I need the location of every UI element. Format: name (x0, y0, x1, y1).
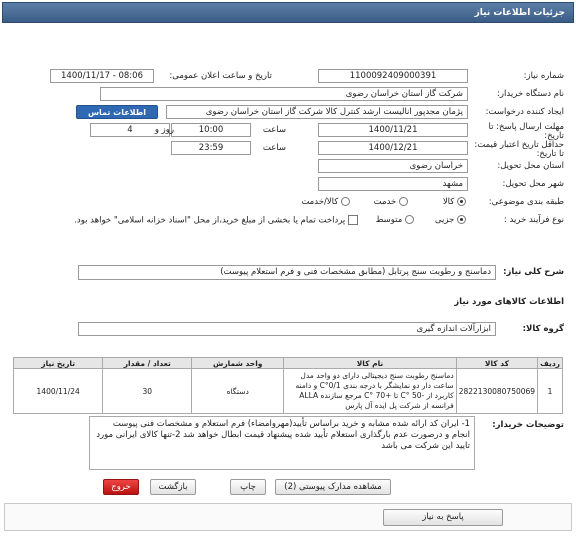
province-label: استان محل تحویل: (497, 161, 564, 171)
print-button[interactable]: چاپ (230, 479, 266, 495)
row-category (0, 194, 576, 212)
col-qty-header: تعداد / مقدار (103, 358, 192, 369)
days-value: 4 (90, 123, 170, 137)
deadline-date: 1400/11/21 (318, 123, 468, 137)
reply-to-need-button[interactable]: پاسخ به نیاز (383, 509, 503, 526)
cell-qty: 30 (103, 369, 192, 414)
col-name-header: نام کالا (284, 358, 457, 369)
cell-name: دماسنج رطوبت سنج دیجیتالی دارای دو واحد مدل ساعت دار دو نمایشگر با درجه بندی 0/1°C و دامنه کاربرد از -50 °C تا +70 °C مرجع سازنده ALLA فرانسه از شرکت پل ایده آل پارس (284, 369, 457, 414)
category-option-goods[interactable] (443, 197, 466, 207)
summary-value: دماسنج و رطوبت سنج پرتابل (مطابق مشخصات فنی و فرم استعلام پیوست) (78, 265, 496, 280)
goods-group-value: ابزارآلات اندازه گیری (78, 322, 496, 336)
page-title: جزئیات اطلاعات نیاز (474, 8, 565, 18)
announce-label: تاریخ و ساعت اعلان عمومی: (169, 71, 272, 81)
col-unit-header: واحد شمارش (192, 358, 284, 369)
col-index-header: ردیف (538, 358, 563, 369)
row-need-number (0, 68, 576, 86)
payment-checkbox-row[interactable] (74, 215, 358, 226)
category-option-service-label: خدمت (373, 197, 397, 207)
category-option-both-label: کالا/خدمت (301, 197, 339, 207)
city-label: شهر محل تحویل: (502, 179, 564, 189)
col-code-header: کد کالا (456, 358, 537, 369)
radio-medium-icon[interactable] (405, 215, 414, 224)
category-option-service[interactable] (374, 197, 408, 207)
cell-code: 2822130080750069 (456, 369, 537, 414)
back-button[interactable]: بازگشت (150, 479, 196, 495)
buyer-org-label: نام دستگاه خریدار: (497, 89, 564, 99)
goods-info-title: اطلاعات کالاهای مورد نیاز (454, 297, 564, 307)
notes-label: توضیحات خریدار: (492, 420, 564, 430)
creator-value: پژمان مجدپور انالیست ارشد کنترل کالا شرکت گاز استان خراسان رضوی (166, 105, 468, 119)
payment-checkbox[interactable] (348, 215, 358, 225)
radio-goods-icon[interactable] (457, 197, 466, 206)
deadline-hour: 10:00 (171, 123, 251, 137)
view-documents-button[interactable]: مشاهده مدارک پیوستی (2) (275, 479, 391, 495)
category-label: طبقه بندی موضوعی: (488, 197, 564, 207)
bottom-action-bar (4, 503, 572, 531)
radio-service-icon[interactable] (399, 197, 408, 206)
announce-value: 1400/11/17 - 08:06 (50, 69, 154, 83)
summary-label: شرح کلی نیاز: (503, 267, 564, 277)
radio-small-icon[interactable] (457, 215, 466, 224)
price-hour-label: ساعت (262, 143, 286, 153)
goods-group-label: گروه کالا: (522, 324, 564, 334)
price-validity-hour: 23:59 (171, 141, 251, 155)
creator-label: ایجاد کننده درخواست: (485, 107, 564, 117)
col-date-header: تاریخ نیاز (14, 358, 103, 369)
price-validity-label: حداقل تاریخ اعتبار قیمت: تا تاریخ: (474, 140, 564, 159)
row-creator (0, 104, 576, 122)
process-option-medium[interactable] (376, 215, 414, 225)
cell-index: 1 (538, 369, 563, 414)
city-value: مشهد (318, 177, 468, 191)
row-deadline (0, 122, 576, 140)
category-option-goods-label: کالا (442, 197, 455, 207)
row-buyer-org (0, 86, 576, 104)
process-label: نوع فرآیند خرید : (503, 215, 564, 225)
buyer-org-value: شرکت گاز استان خراسان رضوی (100, 87, 468, 101)
category-option-both[interactable] (301, 197, 350, 207)
province-value: خراسان رضوی (318, 159, 468, 173)
row-price-validity (0, 140, 576, 158)
need-number-value: 1100092409000391 (318, 69, 468, 83)
table-header-row (14, 358, 563, 369)
deadline-label: مهلت ارسال پاسخ: تا تاریخ: (488, 122, 564, 141)
contact-buyer-button[interactable]: اطلاعات تماس (76, 105, 158, 119)
row-goods-group (0, 321, 576, 339)
cell-unit: دستگاه (192, 369, 284, 414)
price-validity-date: 1400/12/21 (318, 141, 468, 155)
process-option-small[interactable] (435, 215, 466, 225)
need-number-label: شماره نیاز: (523, 71, 564, 81)
buyer-notes: 1- ایران کد ارائه شده مشابه و خرید براساس تأیید(مهروامضاء) فرم استعلام و مشخصات فنی پیوست انجام و درصورت عدم بارگذاری استعلام تأیید شده پیشنهاد قیمت ابطال خواهد شد 2-تنها کالای ایرانی مورد تایید این شرکت می باشد (89, 416, 475, 470)
page-title-bar (2, 2, 574, 23)
row-city (0, 176, 576, 194)
process-option-medium-label: متوسط (375, 215, 403, 225)
goods-info-title-row (0, 294, 576, 312)
exit-button[interactable]: خروج (103, 479, 139, 495)
row-process (0, 212, 576, 230)
cell-date: 1400/11/24 (14, 369, 103, 414)
table-row (14, 369, 563, 414)
items-table (13, 357, 563, 414)
deadline-hour-label: ساعت (262, 125, 286, 135)
radio-both-icon[interactable] (341, 197, 350, 206)
row-summary (0, 264, 576, 282)
days-label: روز و (154, 125, 174, 135)
process-option-small-label: جزیی (434, 215, 455, 225)
payment-note: پرداخت تمام یا بخشی از مبلغ خرید،از محل "اسناد خزانه اسلامی" خواهد بود. (74, 215, 346, 226)
row-province (0, 158, 576, 176)
